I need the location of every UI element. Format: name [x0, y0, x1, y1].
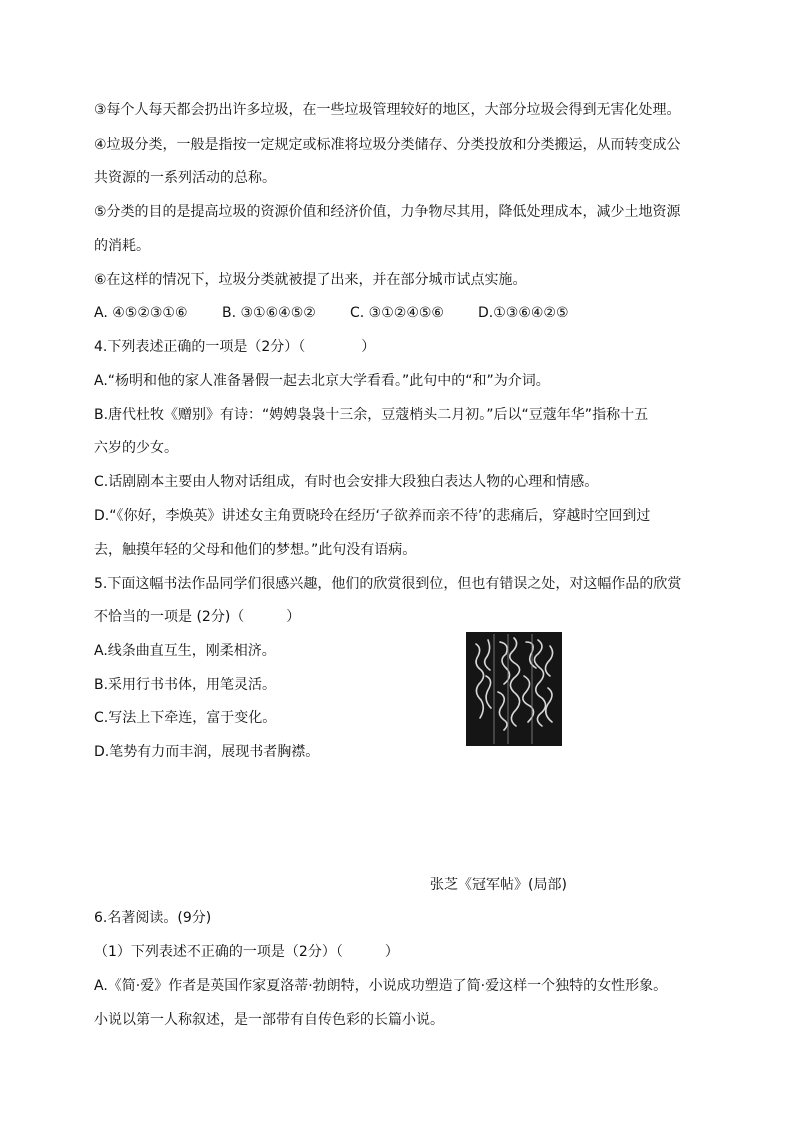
q4-option-b-line2: 六岁的少女。 — [94, 440, 178, 456]
q5-option-c: C.写法上下牵连，富于变化。 — [94, 710, 277, 726]
q5-option-b: B.采用行书书体，用笔灵活。 — [94, 677, 277, 693]
q3-option-d: D.①③⑥④②⑤ — [478, 305, 569, 321]
q5-stem-line1: 5.下面这幅书法作品同学们很感兴趣，他们的欣赏很到位，但也有错误之处，对这幅作品的欣赏 — [94, 576, 682, 592]
q3-sentence-5-line2: 的消耗。 — [94, 238, 150, 254]
q3-sentence-5-line1: ⑤分类的目的是提高垃圾的资源价值和经济价值，力争物尽其用，降低处理成本，减少土地资源 — [94, 204, 681, 220]
q4-option-a: A.“杨明和他的家人准备暑假一起去北京大学看看。”此句中的“和”为介词。 — [94, 373, 550, 389]
q4-option-d-line2: 去，触摸年轻的父母和他们的梦想。”此句没有语病。 — [94, 542, 417, 558]
q6-option-a-line2: 小说以第一人称叙述，是一部带有自传色彩的长篇小说。 — [94, 1012, 444, 1028]
q3-option-a: A. ④⑤②③①⑥ — [94, 305, 188, 321]
q5-option-d: D.笔势有力而丰润，展现书者胸襟。 — [94, 744, 320, 760]
q6-sub1-stem: （1）下列表述不正确的一项是（2分）（ ） — [94, 944, 399, 960]
q4-option-b-line1: B.唐代杜牧《赠别》有诗：“娉娉袅袅十三余，豆蔻梢头二月初。”后以“豆蔻年华”指称十五 — [94, 407, 649, 423]
q3-sentence-6: ⑥在这样的情况下，垃圾分类就被提了出来，并在部分城市试点实施。 — [94, 272, 527, 288]
q3-sentence-4-line1: ④垃圾分类，一般是指按一定规定或标准将垃圾分类储存、分类投放和分类搬运，从而转变成公 — [94, 137, 681, 153]
calligraphy-image — [466, 632, 562, 746]
q5-stem-line2: 不恰当的一项是 (2分)（ ） — [94, 609, 301, 625]
q4-option-c: C.话剧剧本主要由人物对话组成，有时也会安排大段独白表达人物的心理和情感。 — [94, 474, 599, 490]
calligraphy-caption: 张芝《冠军帖》(局部) — [430, 877, 567, 893]
q6-option-a-line1: A.《简·爱》作者是英国作家夏洛蒂·勃朗特，小说成功塑造了简·爱这样一个独特的女性形象。 — [94, 978, 668, 994]
q6-stem: 6.名著阅读。(9分) — [94, 910, 212, 926]
q5-option-a: A.线条曲直互生，刚柔相济。 — [94, 643, 276, 659]
q3-sentence-3: ③每个人每天都会扔出许多垃圾，在一些垃圾管理较好的地区，大部分垃圾会得到无害化处理。 — [94, 102, 681, 118]
q3-sentence-4-line2: 共资源的一系列活动的总称。 — [94, 170, 276, 186]
q4-stem: 4.下列表述正确的一项是（2分）（ ） — [94, 339, 376, 355]
q3-option-b: B. ③①⑥④⑤② — [222, 305, 316, 321]
q3-option-c: C. ③①②④⑤⑥ — [350, 305, 444, 321]
q4-option-d-line1: D.“《你好，李焕英》讲述女主角贾晓玲在经历‘子欲养而亲不待’的悲痛后，穿越时空回到过 — [94, 508, 651, 524]
